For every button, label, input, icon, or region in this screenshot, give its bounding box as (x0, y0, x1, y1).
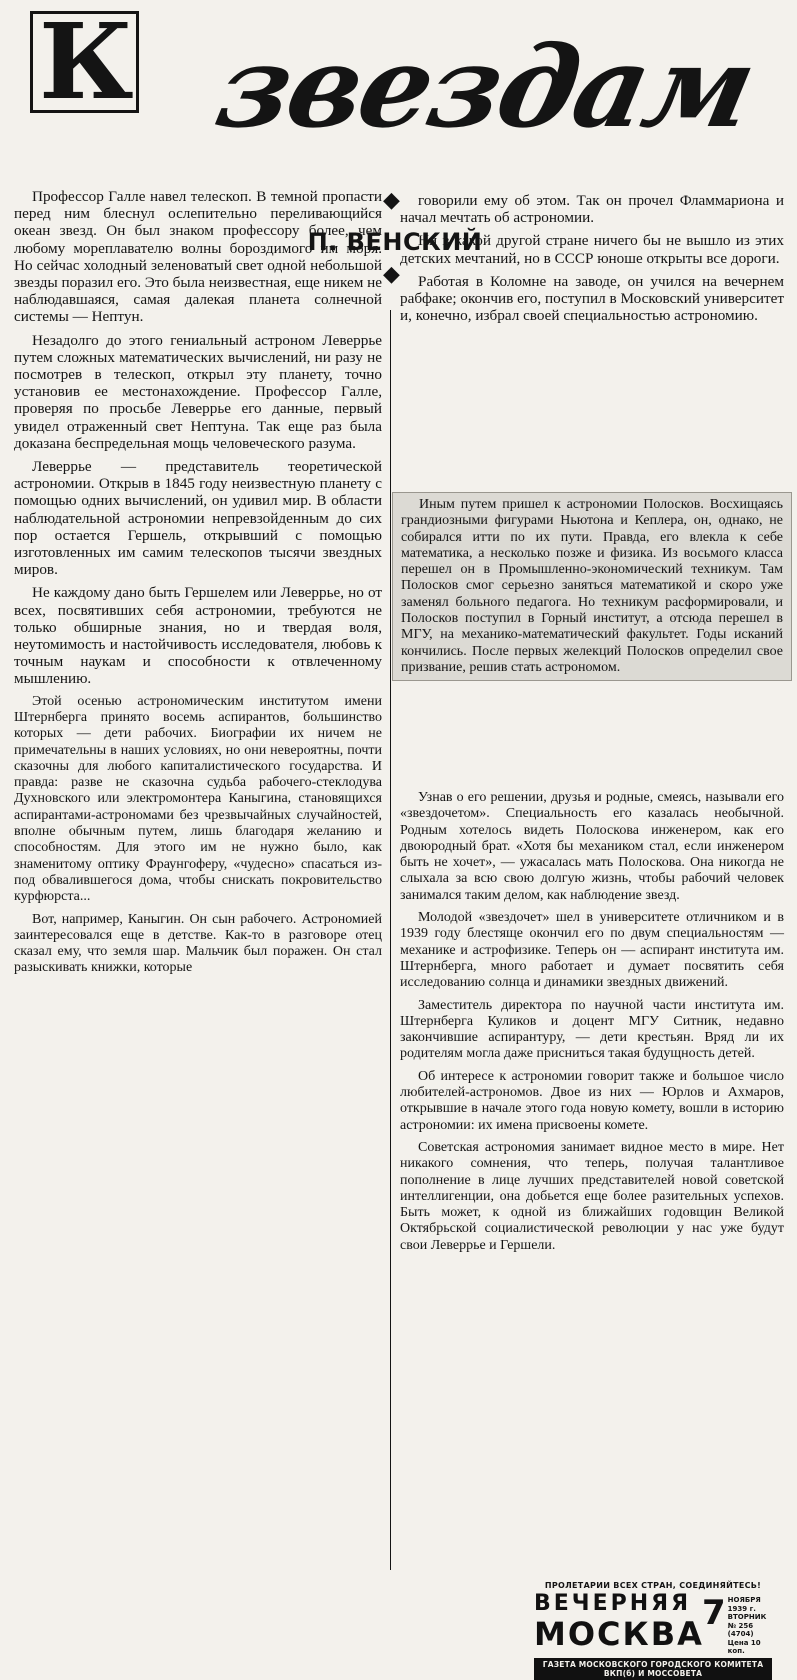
masthead-publisher: ГАЗЕТА МОСКОВСКОГО ГОРОДСКОГО КОМИТЕТА ВКП(б) И МОССОВЕТА (534, 1658, 772, 1680)
inset-paragraph: Иным путем пришел к астрономии Полосков. Восхищаясь грандиозными фигурами Ньютона и Кеплера, он, однако, не собирался итти по их пути. Правда, его влекла к себе математика, а несколько позже и физика. Из восьмого класса перешел он в Промышленно-экономический техникум. Там Полосков смог серьезно заняться математикой и скоро уже заменял больного педагога. Но техникум расформировали, и Полосков поступил в Горный институт, а отсюда перешел в МГУ, на механико-математический факультет. Годы исканий кончились. После первых желекций Полосков определил свое призвание, решив стать астрономом. (401, 497, 783, 675)
issue-weekday: ВТОРНИК (727, 1613, 767, 1621)
column-right-top (400, 192, 784, 324)
paragraph: Профессор Галле навел телескоп. В темной пропасти перед ним блеснул ослепительно переливающийся океан звезд. Он был знаком профессору более, чем любому мореплавателю волны бороздимого им моря. Но сейчас холодный зеленоватый свет одной небольшой звезды поразил его. Это была неизвестная, еще никем не наблюдавшаяся, самая далекая планета солнечной системы — Нептун. (14, 188, 382, 326)
column-right-bottom (400, 790, 784, 1254)
paragraph: Ни в какой другой стране ничего бы не вышло из этих детских мечтаний, но в СССР юноше открыты все дороги. (400, 232, 784, 267)
issue-number: № 256 (4704) (727, 1621, 754, 1638)
issue-month-year: НОЯБРЯ 1939 г. (727, 1596, 761, 1613)
masthead-name-line1: ВЕЧЕРНЯЯ (534, 1591, 692, 1616)
masthead-name-line2: МОСКВА (534, 1615, 704, 1653)
column-divider (390, 310, 391, 1570)
byline-author: П. ВЕНСКИЙ (307, 228, 483, 256)
masthead-date-block (702, 1593, 772, 1656)
top-ornament: ◆ (383, 188, 400, 213)
headline-initial-letter: К (30, 10, 139, 114)
inset-box (392, 492, 792, 681)
paragraph: говорили ему об этом. Так он прочел Фламмариона и начал мечтать об астрономии. (400, 192, 784, 227)
paragraph: Незадолго до этого гениальный астроном Леверрье путем сложных математических вычислений, ни разу не посмотрев в телескоп, открыл эту планету, точно установив ее местонахождение. Профессор Галле, проверяя по просьбе Леверрье его данные, первый увидел отраженный свет Нептуна. Так еще раз была доказана беспредельная мощь человеческого разума. (14, 331, 382, 452)
paragraph: Работая в Коломне на заводе, он учился на вечернем рабфаке; окончив его, поступил в Московский университет и, конечно, избрал своей специальностью астрономию. (400, 272, 784, 325)
paragraph: Леверрье — представитель теоретической астрономии. Открыв в 1845 году неизвестную планету с помощью одних вычислений, он удивил мир. В области наблюдательной астрономии непревзойденным до сих пор остается Гершель, открывший с помощью изготовленных им самим телескопов тысячи звездных миров. (14, 458, 382, 579)
paragraph: Узнав о его решении, друзья и родные, смеясь, называли его «звездочетом». Специальность его казалась необычной. Родным хотелось видеть Полоскова инженером, как его двоюродный брат. «Хотя бы механиком стал, если инженером быть не хочет», — ужасалась мать Полоскова. Она никогда не слыхала за всю свою долгую жизнь, чтобы рабочий человек занимался таким делом, как наблюдение звезд. (400, 790, 784, 903)
issue-price: Цена 10 коп. (727, 1638, 761, 1655)
masthead-tagline: ПРОЛЕТАРИИ ВСЕХ СТРАН, СОЕДИНЯЙТЕСЬ! (544, 1581, 762, 1590)
column-left (14, 188, 382, 977)
paragraph: Вот, например, Каныгин. Он сын рабочего. Астрономией заинтересовался еще в детстве. Как-то в разговоре отец сказал ему, что земля шар. Мальчик был поражен. Он стал разыскивать книжки, которые (14, 911, 382, 976)
paragraph: Не каждому дано быть Гершелем или Леверрье, но от всех, посвятивших себя астрономии, требуются не только обширные знания, но и твердая воля, неутомимость и настойчивость исследователя, любовь к точным наукам и способности к отвлеченному мышлению. (14, 584, 382, 688)
paragraph: Советская астрономия занимает видное место в мире. Нет никакого сомнения, что теперь, получая талантливое пополнение в лице лучших представителей новой советской интеллигенции, она добьется еще более разительных успехов. Быть может, к одной из ближайших годовщин Великой Октябрьской социалистической революции у нас уже будут свои Леверрье и Гершели. (400, 1139, 784, 1253)
newspaper-masthead (534, 1581, 772, 1678)
paragraph: Об интересе к астрономии говорит также и большое число любителей-астрономов. Двое из них — Юрлов и Ахмаров, открывшие в начале этого года новую комету, вошли в историю астрономии: их имена присвоены комете. (400, 1068, 784, 1133)
paragraph: Этой осенью астрономическим институтом имени Штернберга принято восемь аспирантов, большинство которых — дети рабочих. Биографии их ничем не примечательны в наших условиях, но они невероятны, почти сказочны для любого капиталистического государства. И правда: разве не сказочна судьба рабочего-стеклодува Духновского или электромонтера Каныгина, становящихся аспирантами-астрономами без чрезвычайных случайностей, вполне обычным путем, лишь благодаря желанию и способностям. Для этого им не нужно было, как знаменитому оптику Фраунгоферу, «чудесно» спасаться из-под обвалившегося дома, чтобы снискать покровительство курфюрста... (14, 693, 382, 905)
bottom-ornament: ◆ (383, 262, 400, 287)
paragraph: Молодой «звездочет» шел в университете отличником и в 1939 году блестяще окончил его по двум специальностям — механике и астрофизике. Теперь он — аспирант института им. Штернберга, много работает и думает посвятить себя исследованию солнца и динамики звездных движений. (400, 910, 784, 991)
headline-word: звездам (206, 22, 765, 153)
issue-day: 7 (702, 1593, 726, 1633)
paragraph: Заместитель директора по научной части института им. Штернберга Куликов и доцент МГУ Ситник, недавно закончившие аспирантуру, — дети крестьян. Вряд ли их родителям могла даже присниться такая будущность детей. (400, 997, 784, 1062)
